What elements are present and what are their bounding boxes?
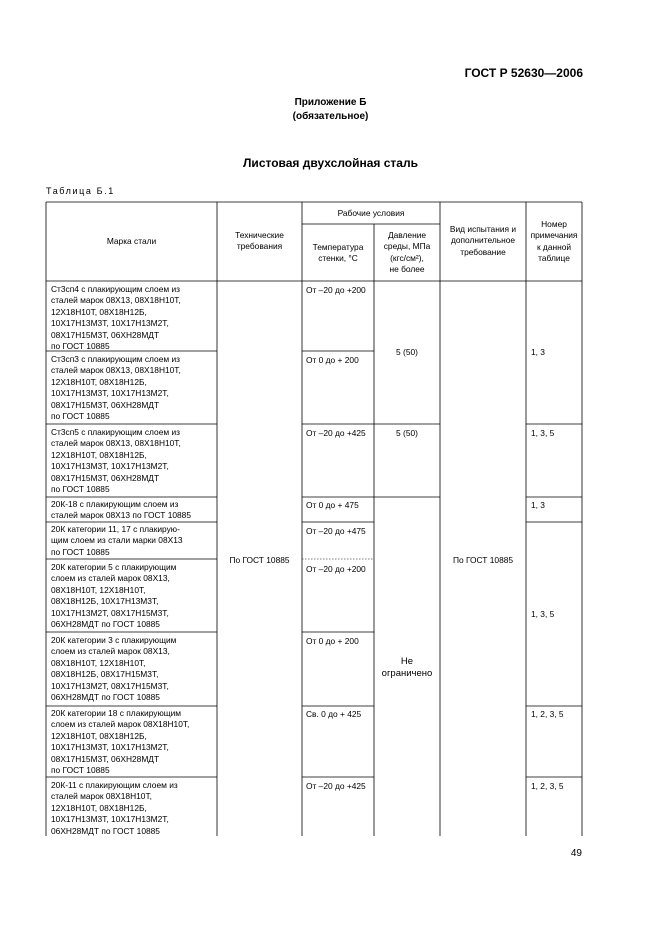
grade-line: 08Х18Н10Т, 12Х18Н10Т,: [51, 657, 146, 668]
grade-line: по ГОСТ 10885: [51, 546, 110, 557]
grade-line: по ГОСТ 10885: [51, 765, 110, 776]
column-header-note: [526, 219, 582, 265]
grade-line: 10Х17Н13М3Т, 10Х17Н13М2Т,: [51, 814, 169, 825]
note-cell: 1, 3: [531, 500, 545, 510]
grade-line: 10Х17Н13М3Т, 10Х17Н13М2Т,: [51, 388, 169, 399]
grade-cell: [51, 780, 214, 837]
grade-line: 08Х17Н15М3Т, 06ХН28МДТ: [51, 399, 160, 410]
press-header-line: не более: [389, 264, 425, 275]
grade-line: сталей марок 08Х13 по ГОСТ 10885: [51, 510, 192, 521]
grade-line: 10Х17Н13М3Т, 10Х17Н13М2Т,: [51, 461, 169, 472]
section-title: Листовая двухслойная сталь: [243, 156, 418, 170]
grade-line: 08Х18Н12Б, 10Х17Н13М3Т,: [51, 596, 159, 607]
note-cell: 1, 3: [531, 347, 545, 357]
grade-line: 10Х17Н13М2Т, 08Х17Н15М3Т,: [51, 607, 169, 618]
grade-line: 10Х17Н13М3Т, 10Х17Н13М2Т,: [51, 318, 169, 329]
grade-line: слоем из сталей марок 08Х13,: [51, 646, 170, 657]
grade-line: 08Х17Н15М3Т, 06ХН28МДТ: [51, 753, 160, 764]
pressure-cell: 5 (50): [396, 428, 418, 438]
note-cell: 1, 3, 5: [531, 428, 555, 438]
grade-line: 08Х18Н12Б, 08Х17Н15М3Т,: [51, 669, 159, 680]
grade-line: 20К категории 3 с плакирующим: [51, 635, 177, 645]
grade-line: 08Х17Н15М3Т, 06ХН28МДТ: [51, 472, 160, 483]
grade-cell: [51, 499, 214, 522]
test-requirement-cell: По ГОСТ 10885: [452, 555, 514, 565]
grade-line: 20К-11 с плакирующим слоем из: [51, 780, 178, 790]
grade-line: 06ХН28МДТ по ГОСТ 10885: [51, 692, 160, 703]
grade-line: 10Х17Н13М3Т, 10Х17Н13М2Т,: [51, 742, 169, 753]
tech-requirement-cell: По ГОСТ 10885: [229, 555, 290, 565]
grade-cell: [51, 635, 214, 703]
grade-cell: [51, 562, 214, 630]
test-header-line: Вид испытания и: [449, 224, 517, 234]
note-cell: 1, 2, 3, 5: [531, 709, 564, 719]
grade-cell: [51, 708, 214, 776]
column-header-pressure: [374, 230, 440, 276]
temperature-cell: От –20 до +200: [306, 285, 366, 295]
temperature-cell: Св. 0 до + 425: [306, 709, 362, 719]
column-header-temperature: [302, 242, 374, 265]
document-number: ГОСТ Р 52630—2006: [464, 66, 583, 80]
temperature-cell: От –20 до +425: [306, 781, 366, 791]
temperature-cell: От –20 до +475: [306, 526, 366, 536]
appendix-label: Приложение Б: [294, 97, 367, 108]
test-header-line: дополнительное: [450, 235, 516, 246]
grade-line: сталей марок 08Х13, 08Х18Н10Т,: [51, 295, 181, 306]
grade-line: 12Х18Н10Т, 08Х18Н12Б,: [51, 306, 147, 317]
grade-cell: [51, 427, 214, 495]
appendix-status: (обязательное): [292, 111, 369, 122]
table-caption: Таблица Б.1: [46, 186, 115, 196]
grade-line: Ст3сп3 с плакирующим слоем из: [51, 354, 180, 364]
grade-cell: [51, 354, 214, 422]
note-header-line: Номер: [541, 219, 567, 229]
grade-line: по ГОСТ 10885: [51, 484, 110, 495]
grade-line: по ГОСТ 10885: [51, 341, 110, 352]
page-number: 49: [570, 848, 582, 859]
temp-header-line: стенки, °С: [318, 253, 358, 264]
grade-line: 08Х17Н15М3Т, 06ХН28МДТ: [51, 329, 160, 340]
press-header-line: среды, МПа: [383, 241, 431, 252]
temperature-cell: От 0 до + 200: [306, 636, 359, 646]
grade-line: 06ХН28МДТ по ГОСТ 10885: [51, 825, 160, 836]
temp-header-line: Температура: [312, 242, 364, 252]
grade-line: 12Х18Н10Т, 08Х18Н12Б,: [51, 730, 147, 741]
pressure-cell: [374, 656, 440, 680]
grade-line: щим слоем из стали марки 08Х13: [51, 535, 183, 546]
grade-line: Ст3сп4 с плакирующим слоем из: [51, 284, 180, 294]
grade-line: сталей марок 08Х18Н10Т,: [51, 791, 152, 802]
grade-line: 12Х18Н10Т, 08Х18Н12Б,: [51, 802, 147, 813]
grade-line: 10Х17Н13М2Т, 08Х17Н15М3Т,: [51, 680, 169, 691]
pressure-line: ограничено: [381, 668, 433, 679]
tech-header-line: Технические: [235, 230, 284, 240]
press-header-line: (кгс/см²),: [390, 252, 424, 263]
note-header-line: примечания: [530, 230, 578, 241]
press-header-line: Давление: [387, 230, 427, 240]
temperature-cell: От –20 до +425: [306, 428, 366, 438]
grade-line: слоем из сталей марок 08Х18Н10Т,: [51, 719, 190, 730]
note-cell: 1, 2, 3, 5: [531, 781, 564, 791]
column-header-grade: Марка стали: [106, 236, 157, 246]
pressure-cell: 5 (50): [396, 347, 418, 357]
test-header-line: требование: [460, 246, 506, 257]
note-cell: 1, 3, 5: [531, 609, 555, 619]
tech-header-line: требования: [236, 241, 283, 252]
grade-line: 12Х18Н10Т, 08Х18Н12Б,: [51, 449, 147, 460]
grade-line: 12Х18Н10Т, 08Х18Н12Б,: [51, 376, 147, 387]
grade-line: 20К-18 с плакирующим слоем из: [51, 499, 179, 509]
grade-line: сталей марок 08Х13, 08Х18Н10Т,: [51, 365, 181, 376]
temperature-cell: От 0 до + 475: [306, 500, 359, 510]
column-header-tech: [217, 230, 302, 253]
grade-cell: [51, 524, 214, 558]
grade-line: 20К категории 11, 17 с плакирую-: [51, 524, 180, 534]
grade-line: 20К категории 18 с плакирующим: [51, 708, 182, 718]
grade-cell: [51, 284, 214, 352]
temperature-cell: От 0 до + 200: [306, 355, 359, 365]
grade-line: слоем из сталей марок 08Х13,: [51, 573, 170, 584]
grade-line: 06ХН28МДТ по ГОСТ 10885: [51, 619, 160, 630]
note-header-line: к данной: [536, 241, 572, 252]
column-header-test: [440, 224, 526, 258]
grade-line: 08Х18Н10Т, 12Х18Н10Т,: [51, 584, 146, 595]
grade-line: сталей марок 08Х13, 08Х18Н10Т,: [51, 438, 181, 449]
pressure-line: Не: [400, 656, 414, 667]
note-header-line: таблице: [538, 253, 570, 264]
grade-line: Ст3сп5 с плакирующим слоем из: [51, 427, 180, 437]
grade-line: по ГОСТ 10885: [51, 411, 110, 422]
temperature-cell: От –20 до +200: [306, 564, 366, 574]
column-header-work-conditions: Рабочие условия: [337, 208, 405, 218]
grade-line: 20К категории 5 с плакирующим: [51, 562, 177, 572]
